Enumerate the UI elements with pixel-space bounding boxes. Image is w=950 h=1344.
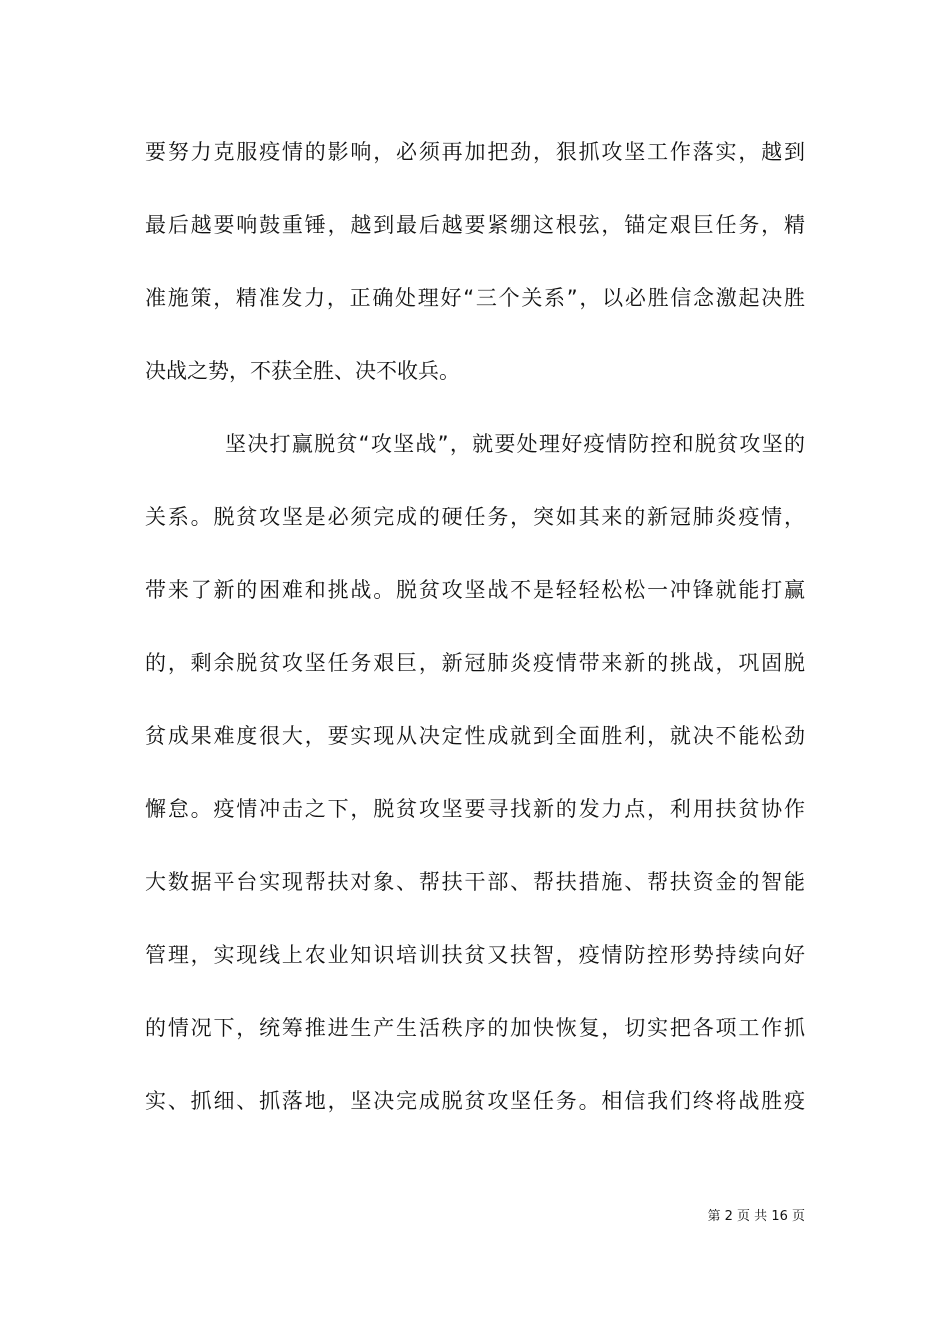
text-line: 的，剩余脱贫攻坚任务艰巨，新冠肺炎疫情带来新的挑战，巩固脱	[145, 651, 805, 675]
text-line: 懈怠。疫情冲击之下，脱贫攻坚要寻找新的发力点，利用扶贫协作	[145, 797, 805, 821]
text-line: 带来了新的困难和挑战。脱贫攻坚战不是轻轻松松一冲锋就能打赢	[145, 578, 805, 602]
text-line: 的情况下，统筹推进生产生活秩序的加快恢复，切实把各项工作抓	[145, 1016, 805, 1040]
text-line: 贫成果难度很大，要实现从决定性成就到全面胜利，就决不能松劲	[145, 724, 805, 748]
text-line: 决战之势，不获全胜、决不收兵。	[145, 359, 460, 383]
text-line: 关系。脱贫攻坚是必须完成的硬任务，突如其来的新冠肺炎疫情，	[145, 505, 805, 529]
text-line: 准施策，精准发力，正确处理好“三个关系”，以必胜信念激起决胜	[145, 286, 805, 310]
text-line: 要努力克服疫情的影响，必须再加把劲，狠抓攻坚工作落实，越到	[145, 140, 805, 164]
page-number-footer: 第 2 页 共 16 页	[707, 1209, 805, 1224]
body-text	[145, 130, 805, 1152]
paragraph-first-line: 坚决打赢脱贫“攻坚战”，就要处理好疫情防控和脱贫攻坚的	[225, 432, 805, 456]
text-line: 实、抓细、抓落地，坚决完成脱贫攻坚任务。相信我们终将战胜疫	[145, 1089, 805, 1113]
text-line: 管理，实现线上农业知识培训扶贫又扶智，疫情防控形势持续向好	[145, 943, 805, 967]
text-line: 大数据平台实现帮扶对象、帮扶干部、帮扶措施、帮扶资金的智能	[145, 870, 805, 894]
text-line: 最后越要响鼓重锤，越到最后越要紧绷这根弦，锚定艰巨任务，精	[145, 213, 805, 237]
